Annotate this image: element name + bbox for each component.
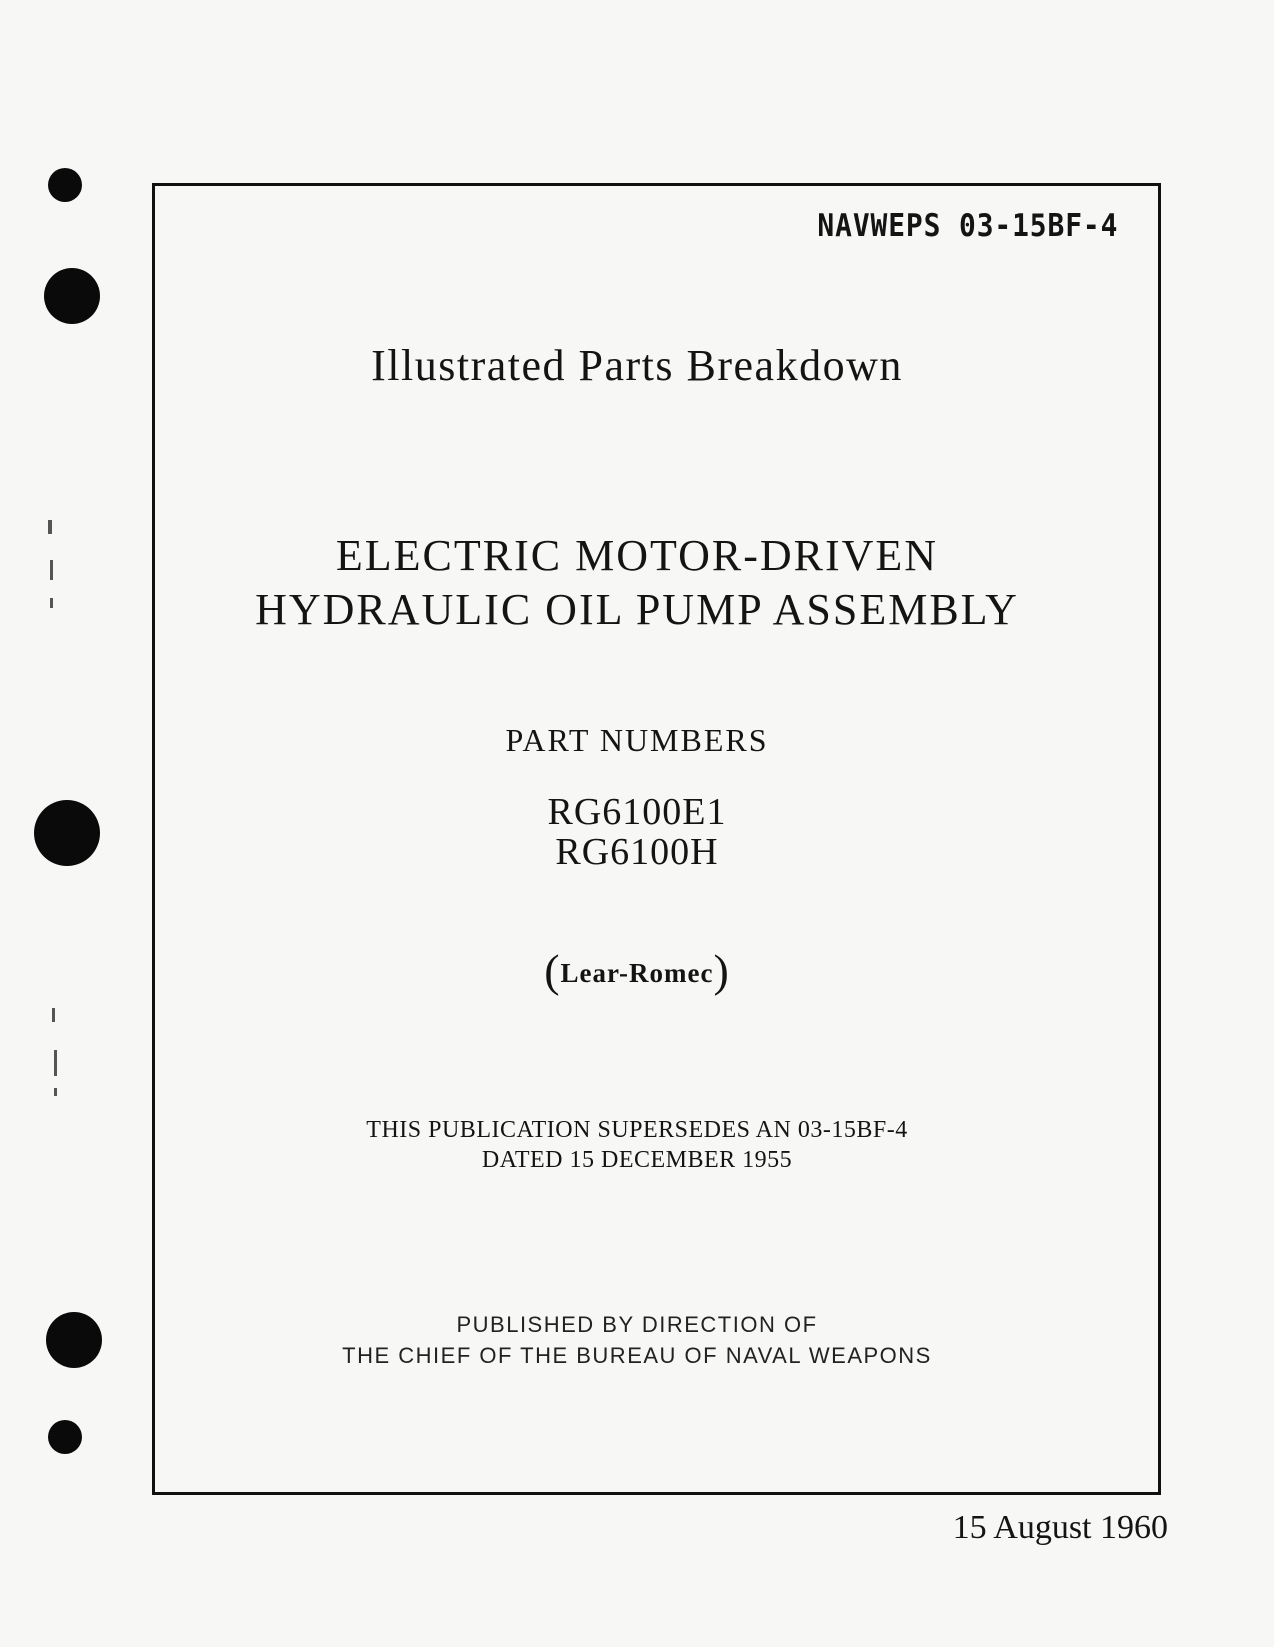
title-line-1: ELECTRIC MOTOR-DRIVEN xyxy=(335,531,939,580)
part-number: RG6100E1 xyxy=(547,791,727,833)
binder-hole xyxy=(48,168,82,202)
manufacturer: (Lear-Romec) xyxy=(544,945,730,996)
publication-number: NAVWEPS 03-15BF-4 xyxy=(817,208,1118,244)
scan-mark xyxy=(54,1088,57,1096)
part-numbers-heading: PART NUMBERS xyxy=(505,722,769,758)
title-line-2: HYDRAULIC OIL PUMP ASSEMBLY xyxy=(255,585,1019,634)
supersedes-line-2: DATED 15 DECEMBER 1955 xyxy=(481,1147,793,1173)
publication-date: 15 August 1960 xyxy=(952,1509,1168,1546)
binder-hole xyxy=(44,268,100,324)
binder-hole xyxy=(48,1420,82,1454)
published-by-line-1: PUBLISHED BY DIRECTION OF xyxy=(456,1312,818,1337)
supersedes-line-1: THIS PUBLICATION SUPERSEDES AN 03-15BF-4 xyxy=(366,1117,908,1143)
published-by-line-2: THE CHIEF OF THE BUREAU OF NAVAL WEAPONS xyxy=(342,1343,932,1368)
document-type-title: Illustrated Parts Breakdown xyxy=(371,341,903,390)
part-number: RG6100H xyxy=(555,831,719,873)
scan-mark xyxy=(52,1008,55,1022)
manufacturer-name: Lear-Romec xyxy=(560,958,714,988)
scan-mark xyxy=(54,1050,57,1076)
